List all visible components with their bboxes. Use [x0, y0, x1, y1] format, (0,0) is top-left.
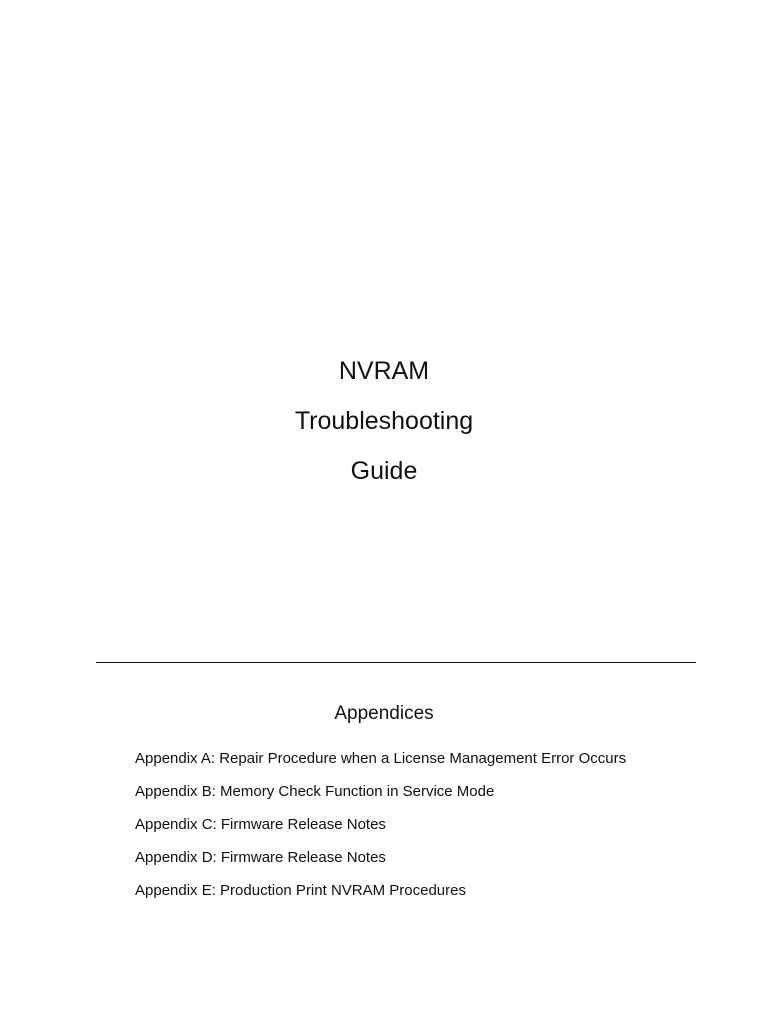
appendix-item-e: Appendix E: Production Print NVRAM Procedures — [135, 882, 466, 899]
document-title — [0, 346, 768, 496]
title-line-3: Guide — [350, 457, 418, 485]
title-line-2: Troubleshooting — [294, 407, 474, 435]
appendices-heading: Appendices — [334, 703, 434, 724]
horizontal-divider — [96, 662, 696, 663]
appendix-list — [135, 742, 626, 907]
title-line-1: NVRAM — [338, 357, 430, 385]
appendix-item-a: Appendix A: Repair Procedure when a License Management Error Occurs — [135, 750, 627, 767]
appendix-item-c: Appendix C: Firmware Release Notes — [135, 816, 386, 833]
appendix-item-b: Appendix B: Memory Check Function in Service Mode — [135, 783, 495, 800]
appendix-item-d: Appendix D: Firmware Release Notes — [135, 849, 386, 866]
